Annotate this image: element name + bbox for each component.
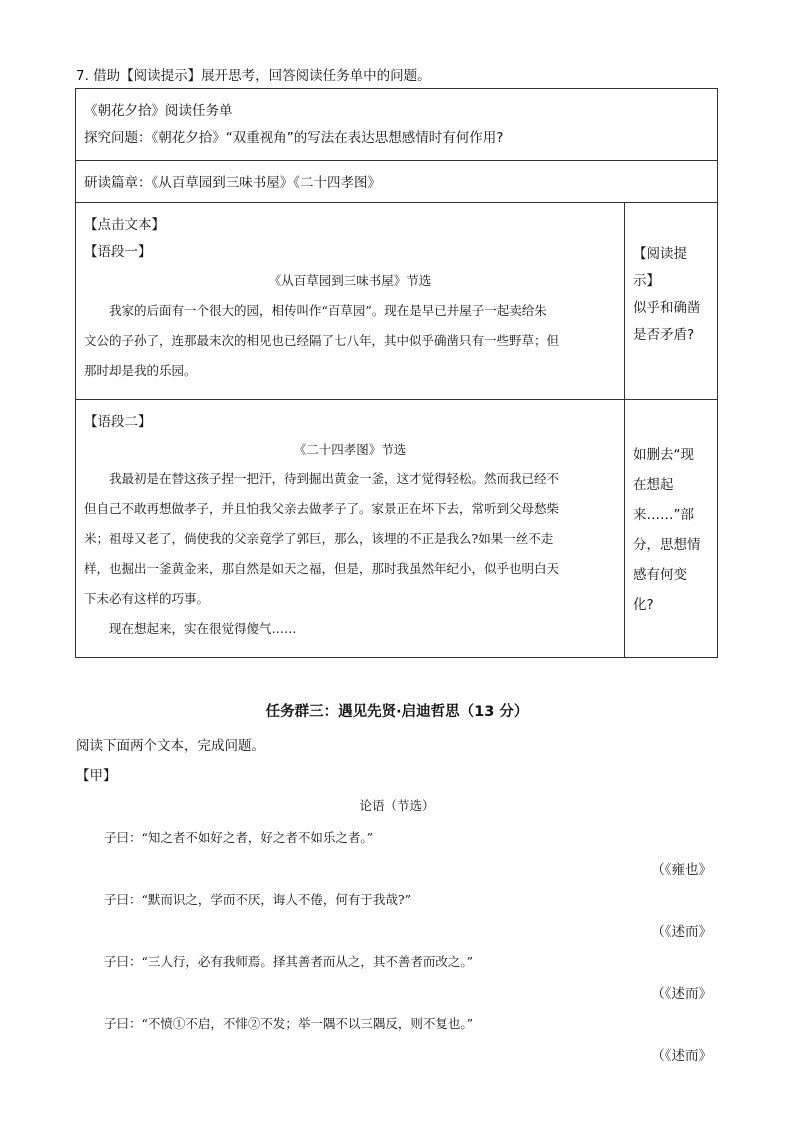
section-three-intro: 阅读下面两个文本，完成问题。	[76, 738, 265, 754]
hint-line: 分，思想情	[633, 537, 701, 553]
segment-two-last-line: 现在想起来，实在很觉得傻气……	[109, 621, 297, 636]
segment-one-source: 《从百草园到三味书屋》节选	[268, 273, 432, 288]
study-articles-cell	[76, 161, 718, 203]
segment-two-label: 【语段二】	[84, 414, 152, 430]
segment-two-line: 我最初是在替这孩子捏一把汗，待到掘出黄金一釜，这才觉得轻松。然而我已经不	[109, 471, 560, 486]
segment-two-line: 米；祖母又老了，倘使我的父亲竟学了郭巨，那么，该埋的不正是我么?如果一丝不走	[84, 531, 554, 546]
segment-one-line: 文公的子孙了，连那最末次的相见也已经隔了七八年，其中似乎确凿只有一些野草；但	[84, 333, 560, 348]
hint-line: 化?	[633, 597, 654, 613]
segment-two-line: 样，也掘出一釜黄金来，那自然是如天之福，但是，那时我虽然年纪小，似乎也明白天	[84, 561, 560, 576]
segment-one-line: 那时却是我的乐园。	[84, 363, 197, 378]
segment-two-source: 《二十四孝图》节选	[293, 442, 407, 457]
segment-one-cell	[76, 203, 625, 400]
segment-two-line: 下未必有这样的巧事。	[84, 591, 210, 606]
hint-line: 【阅读提	[633, 246, 687, 262]
hint-line: 似乎和确凿	[633, 300, 701, 316]
quote-source: （《述而》	[651, 986, 712, 1002]
reading-hint-one	[625, 203, 718, 400]
hint-line: 示】	[633, 273, 660, 289]
click-text-label: 【点击文本】	[84, 217, 165, 233]
hint-line: 在想起	[633, 477, 674, 493]
task-sheet-title: 《朝花夕拾》阅读任务单	[84, 103, 233, 119]
task-sheet-header	[76, 89, 718, 161]
segment-one-label: 【语段一】	[84, 244, 152, 260]
lunyu-quote: 子曰：“知之者不如好之者，好之者不如乐之者。”	[104, 830, 374, 845]
reading-task-sheet	[75, 88, 718, 658]
text-jia-label: 【甲】	[76, 768, 117, 784]
study-articles: 研读篇章：《从百草园到三味书屋》《二十四孝图》	[84, 175, 381, 191]
hint-line: 来……”部	[633, 507, 694, 523]
inquiry-question: 探究问题：《朝花夕拾》“双重视角”的写法在表达思想感情时有何作用?	[84, 130, 504, 146]
question-7-prompt: 7. 借助【阅读提示】展开思考，回答阅读任务单中的问题。	[76, 68, 431, 84]
section-three-title: 任务群三：遇见先贤·启迪哲思（13 分）	[265, 704, 529, 720]
segment-two-line: 但自己不敢再想做孝子，并且怕我父亲去做孝子了。家景正在坏下去，常听到父母愁柴	[84, 501, 560, 516]
segment-one-line: 我家的后面有一个很大的园，相传叫作“百草园”。现在是早已并屋子一起卖给朱	[109, 303, 547, 318]
segment-two-cell	[76, 400, 625, 658]
hint-line: 如删去“现	[633, 447, 694, 463]
lunyu-quote: 子曰：“默而识之，学而不厌，诲人不倦，何有于我哉?”	[104, 892, 411, 907]
quote-source: （《述而》	[651, 924, 712, 940]
lunyu-title: 论语（节选）	[359, 798, 435, 813]
quote-source: （《雍也》	[651, 862, 712, 878]
lunyu-quote: 子曰：“不愤①不启，不悱②不发；举一隅不以三隅反，则不复也。”	[104, 1016, 474, 1031]
hint-line: 感有何变	[633, 567, 687, 583]
reading-hint-two	[625, 400, 718, 658]
lunyu-quote: 子曰：“三人行，必有我师焉。择其善者而从之，其不善者而改之。”	[104, 954, 474, 969]
quote-source: （《述而》	[651, 1048, 712, 1064]
hint-line: 是否矛盾?	[633, 327, 695, 343]
